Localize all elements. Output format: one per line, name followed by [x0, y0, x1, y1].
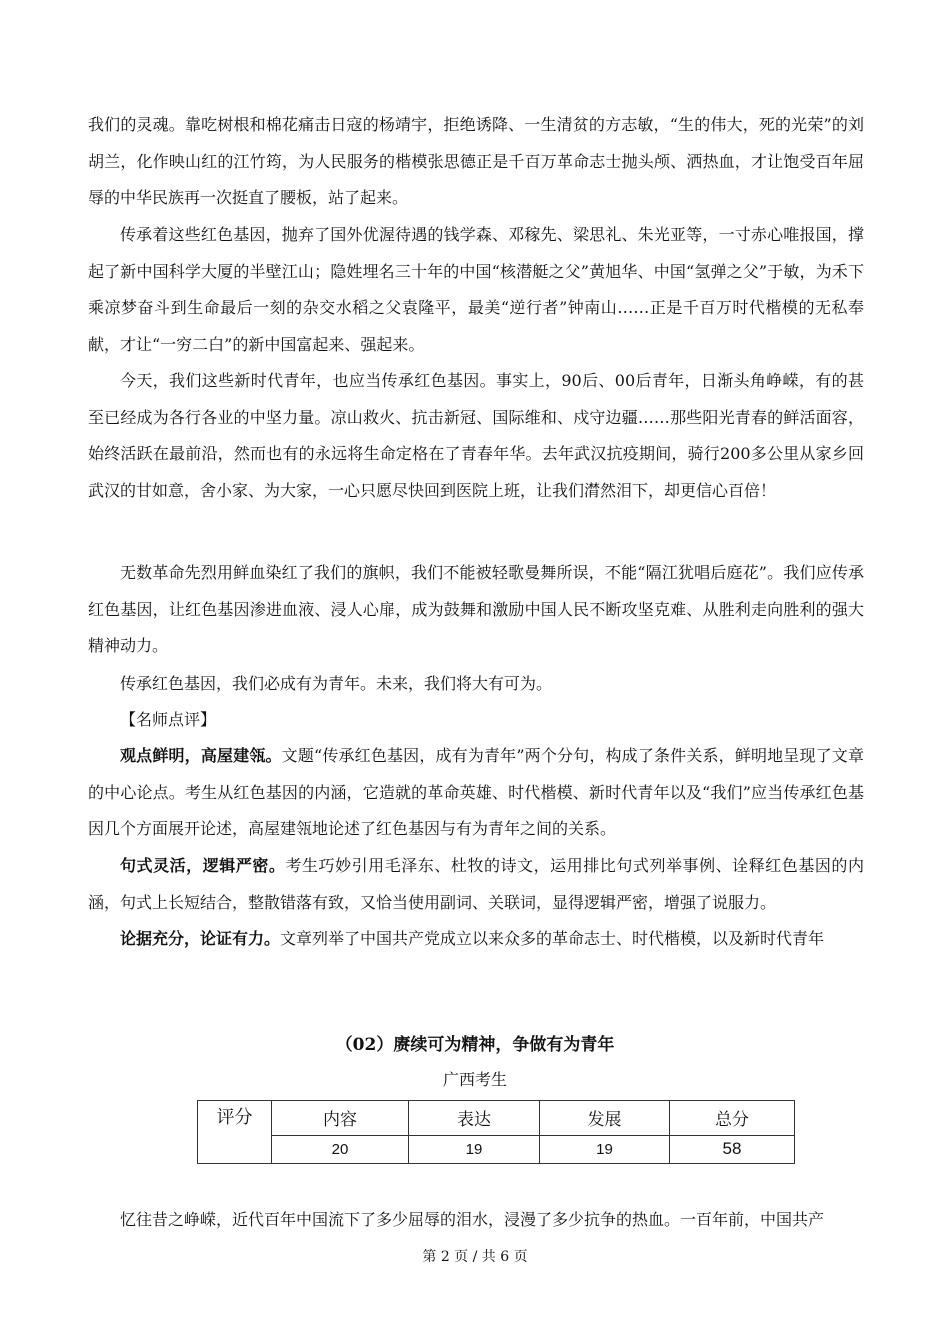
review-item-2-text: 考生巧妙引用毛泽东、杜牧的诗文，运用排比句式列举事例、诠释红色基因的内涵，句式上长短结合，整散错落有致，又恰当使用副词、关联词，显得逻辑严密，增强了说服力。 — [88, 856, 864, 912]
score-table-value-row — [198, 1135, 795, 1163]
review-item-3-text: 文章列举了中国共产党成立以来众多的革命志士、时代楷模，以及新时代青年 — [280, 929, 825, 948]
score-header-total: 总分 — [670, 1101, 795, 1136]
score-header-content: 内容 — [272, 1101, 409, 1136]
review-item-2 — [88, 848, 864, 921]
review-item-1 — [88, 738, 864, 848]
essay2-title: （02）赓续可为精神，争做有为青年 — [335, 1035, 615, 1055]
essay1-paragraph-2: 传承着这些红色基因，抛弃了国外优渥待遇的钱学森、邓稼先、梁思礼、朱光亚等，一寸赤心唯报国，撑起了新中国科学大厦的半壁江山；隐姓埋名三十年的中国“核潜艇之父”黄旭华、中国“氢弹之父”于敏，为禾下乘凉梦奋斗到生命最后一刻的杂交水稻之父袁隆平，最美“逆行者”钟南山……正是千百万时代楷模的无私奉献，才让“一穷二白”的新中国富起来、强起来。 — [88, 225, 864, 354]
essay1-paragraph-3: 今天，我们这些新时代青年，也应当传承红色基因。事实上，90后、00后青年，日渐头角峥嵘，有的甚至已经成为各行各业的中坚力量。凉山救火、抗击新冠、国际维和、戍守边疆……那些阳光青春的鲜活面容，始终活跃在最前沿，然而也有的永远将生命定格在了青春年华。去年武汉抗疫期间，骑行200多公里从家乡回武汉的甘如意，舍小家、为大家，一心只愿尽快回到医院上班，让我们潸然泪下，却更信心百倍！ — [88, 371, 864, 500]
score-value-content: 20 — [272, 1135, 409, 1163]
page-footer: 第 2 页 / 共 6 页 — [422, 1249, 528, 1265]
essay2-author: 广西考生 — [442, 1072, 507, 1089]
review-item-3-title: 论据充分，论证有力。 — [120, 929, 281, 948]
essay1-paragraph-1: 我们的灵魂。靠吃树根和棉花痛击日寇的杨靖宇，拒绝诱降、一生清贫的方志敏，“生的伟大，死的光荣”的刘胡兰，化作映山红的江竹筠，为人民服务的楷模张思德正是千百万革命志士抛头颅、洒热血，才让饱受百年屈辱的中华民族再一次挺直了腰板，站了起来。 — [88, 115, 864, 207]
review-item-3 — [88, 921, 864, 958]
essay1-paragraph-4: 无数革命先烈用鲜血染红了我们的旗帜，我们不能被轻歌曼舞所误，不能“隔江犹唱后庭花”。我们应传承红色基因，让红色基因渗进血液、浸人心扉，成为鼓舞和激励中国人民不断攻坚克难、从胜利走向胜利的强大精神动力。 — [88, 563, 864, 655]
essay2-paragraph-1: 忆往昔之峥嵘，近代百年中国流下了多少屈辱的泪水，浸漫了多少抗争的热血。一百年前，中国共产 — [120, 1210, 825, 1229]
score-value-development: 19 — [540, 1135, 670, 1163]
review-heading: 【名师点评】 — [120, 710, 217, 729]
review-item-1-text: 文题“传承红色基因，成有为青年”两个分句，构成了条件关系，鲜明地呈现了文章的中心论点。考生从红色基因的内涵，它造就的革命英雄、时代楷模、新时代青年以及“我们”应当传承红色基因几个方面展开论述，高屋建瓴地论述了红色基因与有为青年之间的关系。 — [88, 746, 864, 838]
review-item-1-title: 观点鲜明，高屋建瓴。 — [120, 746, 282, 765]
score-header-expression: 表达 — [409, 1101, 540, 1136]
score-table-header-row — [198, 1101, 795, 1136]
essay1-paragraph-5: 传承红色基因，我们必成有为青年。未来，我们将大有可为。 — [120, 674, 553, 693]
score-value-expression: 19 — [409, 1135, 540, 1163]
score-label-cell: 评分 — [198, 1101, 272, 1164]
score-header-development: 发展 — [540, 1101, 670, 1136]
score-table — [197, 1100, 795, 1164]
score-value-total: 58 — [670, 1135, 795, 1163]
review-item-2-title: 句式灵活，逻辑严密。 — [120, 856, 286, 875]
